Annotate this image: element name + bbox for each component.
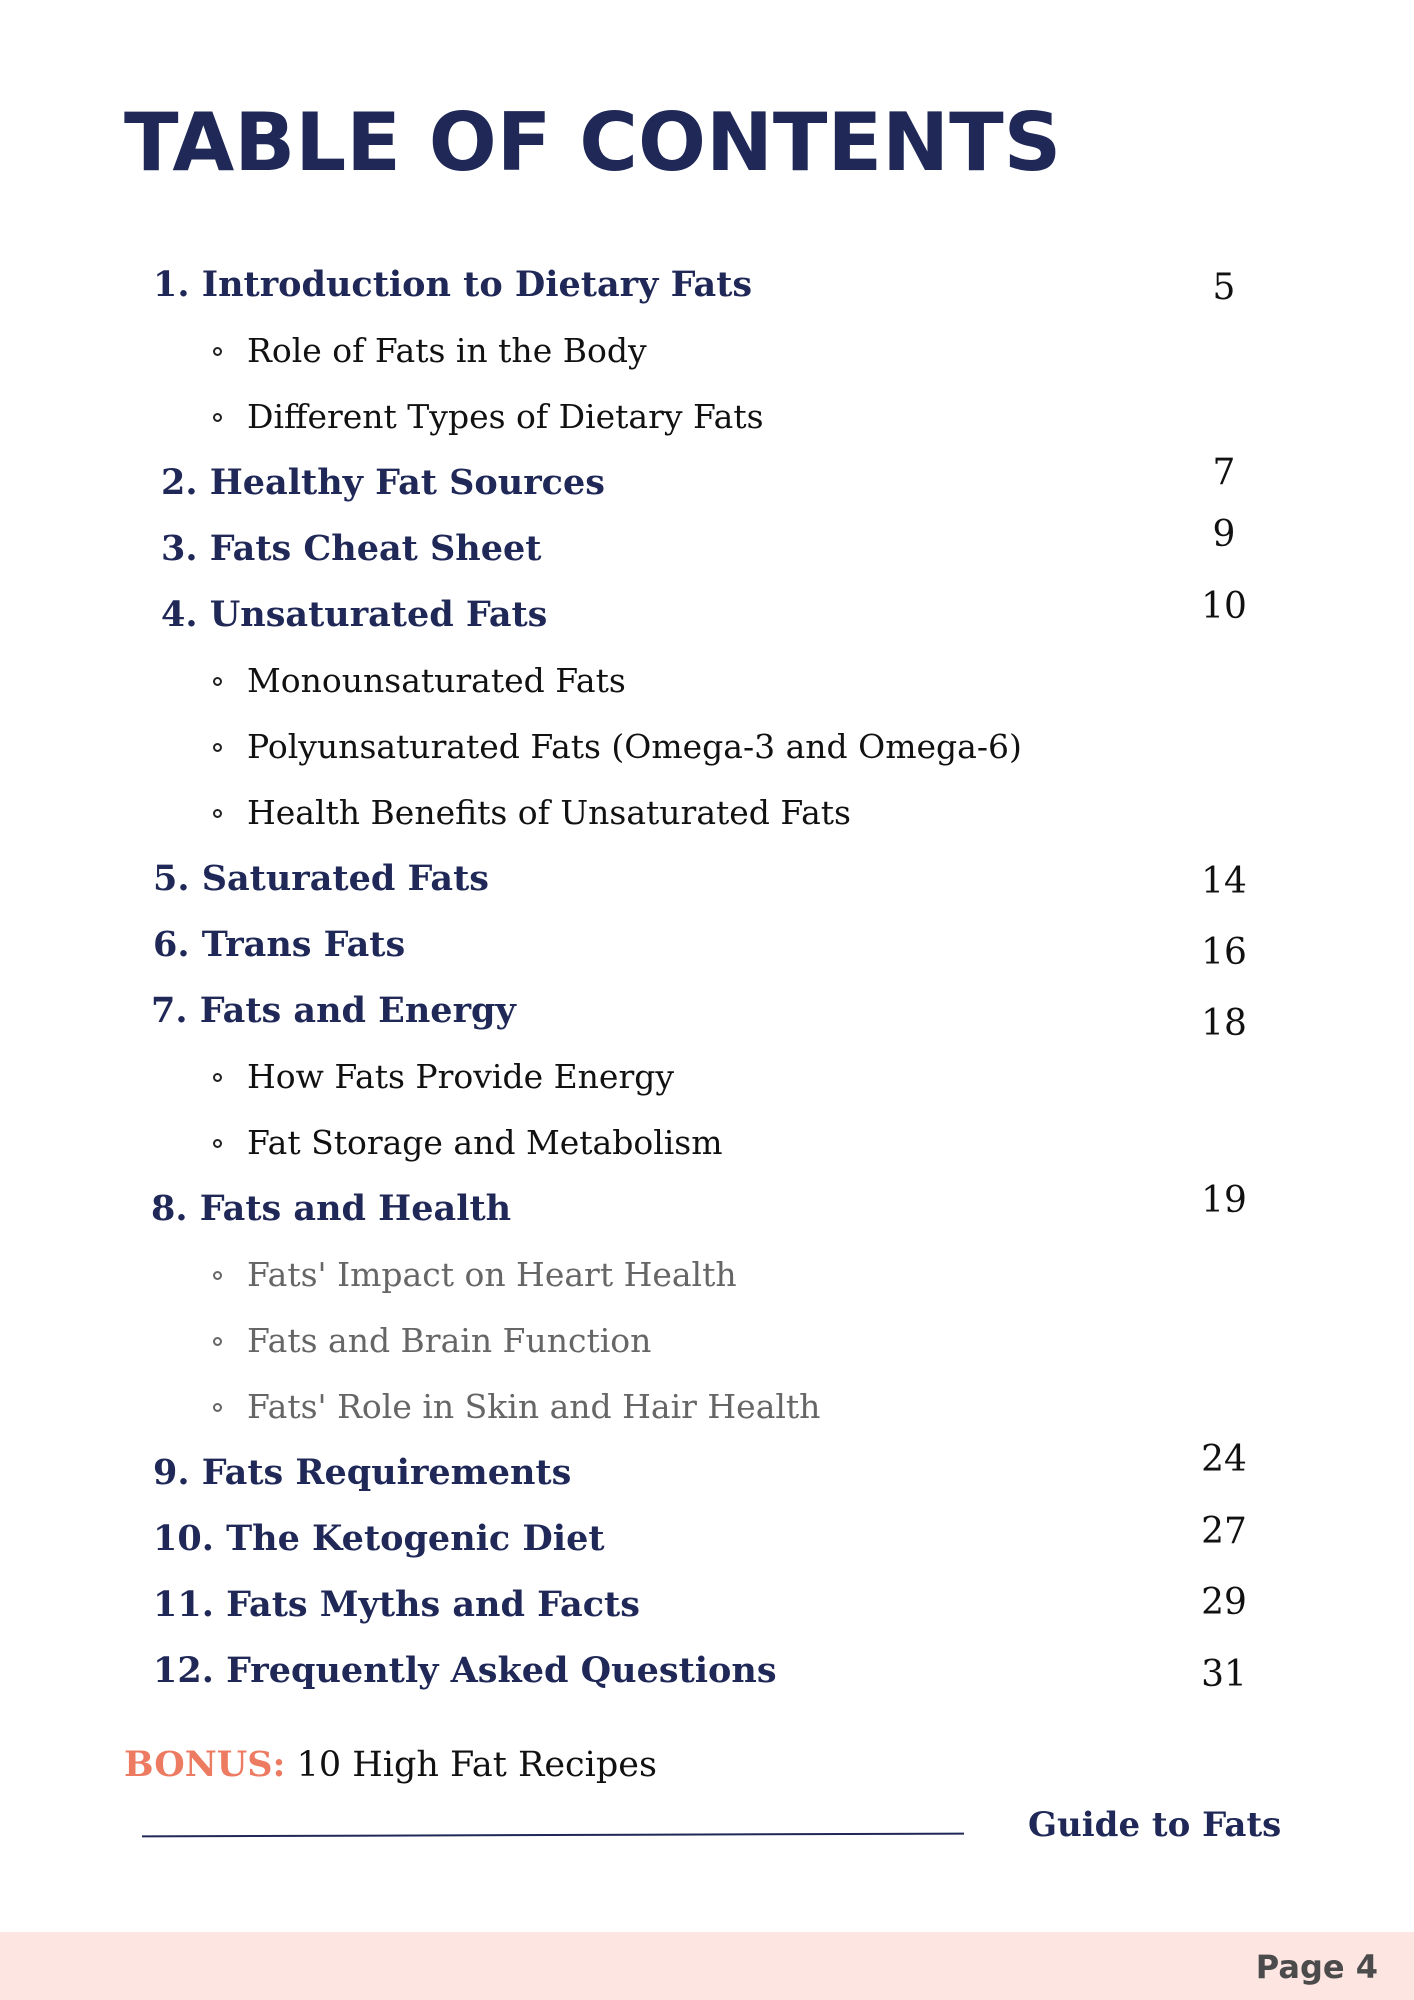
divider-line <box>142 1833 964 1838</box>
toc-subitem: Polyunsaturated Fats (Omega-3 and Omega-6) <box>247 727 1022 766</box>
toc-page-12: 31 <box>1201 1654 1247 1695</box>
toc-subitem: Monounsaturated Fats <box>247 661 626 700</box>
toc-page-5: 14 <box>1201 861 1247 902</box>
toc-subitem: Role of Fats in the Body <box>247 331 647 370</box>
bullet-icon <box>213 809 222 818</box>
toc-page-11: 29 <box>1201 1582 1247 1623</box>
bonus-text: 10 High Fat Recipes <box>285 1745 657 1785</box>
bullet-icon <box>213 1139 222 1148</box>
bullet-icon <box>213 1403 222 1412</box>
toc-subitem: Fats and Brain Function <box>247 1321 652 1360</box>
page-number: Page 4 <box>1255 1948 1378 1986</box>
toc-chapter-12[interactable]: 12. Frequently Asked Questions <box>153 1650 777 1691</box>
bonus-label: BONUS: <box>124 1744 286 1785</box>
toc-subitem: Fats' Impact on Heart Health <box>247 1255 737 1294</box>
toc-chapter-1[interactable]: 1. Introduction to Dietary Fats <box>153 264 753 305</box>
toc-chapter-5[interactable]: 5. Saturated Fats <box>153 858 489 899</box>
guide-label: Guide to Fats <box>1028 1805 1282 1845</box>
toc-page-3: 9 <box>1212 514 1236 555</box>
toc-chapter-3[interactable]: 3. Fats Cheat Sheet <box>161 528 542 569</box>
toc-chapter-8[interactable]: 8. Fats and Health <box>151 1188 512 1229</box>
page-title: TABLE OF CONTENTS <box>124 96 1062 189</box>
toc-chapter-6[interactable]: 6. Trans Fats <box>153 924 406 965</box>
toc-page-7: 18 <box>1201 1003 1247 1044</box>
toc-chapter-9[interactable]: 9. Fats Requirements <box>153 1452 572 1493</box>
toc-chapter-4[interactable]: 4. Unsaturated Fats <box>161 594 548 635</box>
bullet-icon <box>213 1337 222 1346</box>
toc-chapter-11[interactable]: 11. Fats Myths and Facts <box>153 1584 640 1625</box>
bullet-icon <box>213 677 222 686</box>
toc-subitem: Fat Storage and Metabolism <box>247 1123 723 1162</box>
bullet-icon <box>213 743 222 752</box>
toc-subitem: Fats' Role in Skin and Hair Health <box>247 1387 821 1426</box>
toc-page-1: 5 <box>1212 267 1236 308</box>
bullet-icon <box>213 347 222 356</box>
toc-chapter-7[interactable]: 7. Fats and Energy <box>151 990 516 1031</box>
toc-subitem: Different Types of Dietary Fats <box>247 397 764 436</box>
bullet-icon <box>213 413 222 422</box>
toc-page-6: 16 <box>1201 932 1247 973</box>
toc-chapter-10[interactable]: 10. The Ketogenic Diet <box>153 1518 605 1559</box>
toc-page-8: 19 <box>1201 1180 1247 1221</box>
bonus-line <box>124 1745 657 1785</box>
toc-subitem: How Fats Provide Energy <box>247 1057 675 1096</box>
toc-chapter-2[interactable]: 2. Healthy Fat Sources <box>161 462 605 503</box>
bullet-icon <box>213 1271 222 1280</box>
toc-page-10: 27 <box>1201 1511 1247 1552</box>
toc-page-9: 24 <box>1201 1439 1247 1480</box>
toc-page-2: 7 <box>1212 452 1236 493</box>
toc-subitem: Health Benefits of Unsaturated Fats <box>247 793 851 832</box>
footer-bar <box>0 1932 1414 2000</box>
bullet-icon <box>213 1073 222 1082</box>
toc-page-4: 10 <box>1201 586 1247 627</box>
